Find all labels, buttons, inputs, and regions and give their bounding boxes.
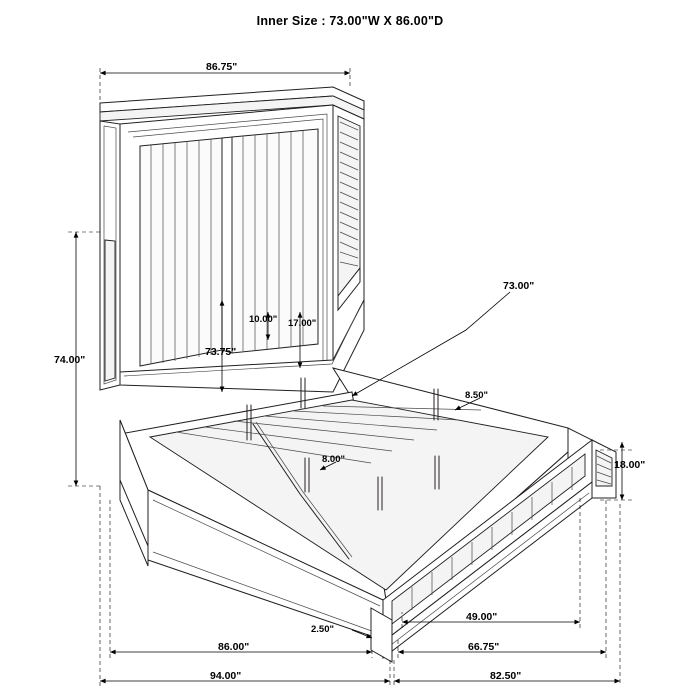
dim-86-label: 86.00" — [218, 641, 250, 653]
dim-94-label: 94.00" — [210, 670, 242, 682]
dim-66-75-label: 66.75" — [468, 641, 500, 653]
dim-82-50-label: 82.50" — [490, 670, 522, 682]
dim-2-50-label: 2.50" — [311, 624, 334, 635]
dim-17-label: 17.00" — [288, 318, 317, 329]
dim-8-50-label: 8.50" — [465, 390, 488, 401]
bed-illustration — [100, 87, 616, 662]
dim-86-75-label: 86.75" — [206, 61, 238, 73]
dim-18-label: 18.00" — [614, 459, 646, 471]
dim-10-label: 10.00" — [249, 314, 278, 325]
dim-73-75-label: 73.75" — [205, 346, 237, 358]
dim-49-label: 49.00" — [466, 611, 498, 623]
page-title: Inner Size : 73.00"W X 86.00"D — [256, 14, 444, 28]
dim-73-label: 73.00" — [503, 280, 535, 292]
dim-74-label: 74.00" — [54, 354, 86, 366]
dim-8-label: 8.00" — [322, 454, 345, 465]
